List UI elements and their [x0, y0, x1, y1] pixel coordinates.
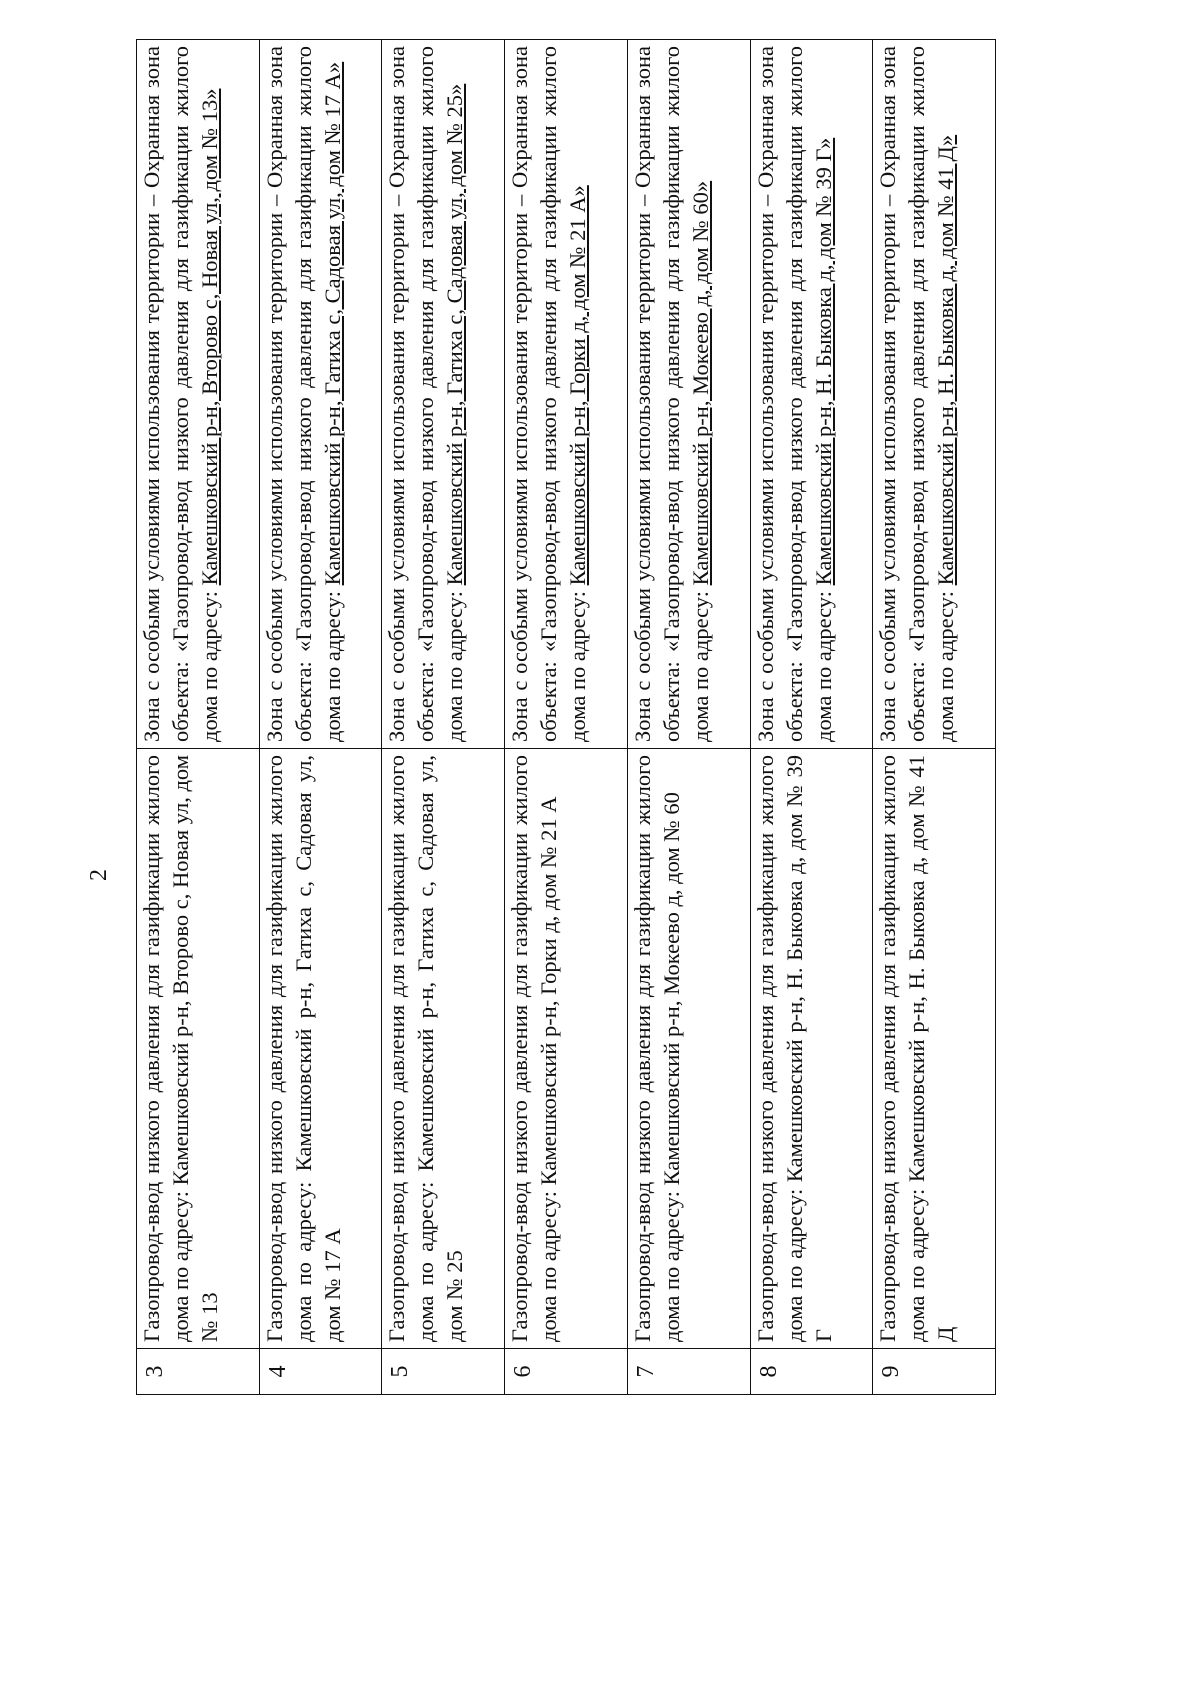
- row-number: 8: [750, 1349, 873, 1395]
- zone-address: Камешковский р-н, Второво с, Новая ул, дом № 13»: [197, 88, 222, 586]
- zone-address: Камешковский р-н, Горки д, дом № 21 А»: [565, 185, 591, 586]
- row-number: 9: [873, 1349, 996, 1395]
- zone-text: Зона с особыми условиями использования территории – Охранная зона объекта: «Газопровод-ввод низкого давления для газификации жилого дома по адресу:: [261, 46, 345, 742]
- table-row: [750, 40, 873, 1395]
- zone-description: [627, 40, 750, 749]
- zone-description: [259, 40, 382, 749]
- zone-address: Камешковский р-н, Мокеево д, дом № 60»: [687, 180, 713, 586]
- zone-description: [750, 40, 873, 749]
- object-description: Газопровод-ввод низкого давления для газификации жилого дома по адресу: Камешковский р-н, Мокеево д, дом № 60: [627, 749, 750, 1349]
- page-number: 2: [86, 869, 112, 881]
- zone-text: Зона с особыми условиями использования территории – Охранная зона объекта: «Газопровод-ввод низкого давления для газификации жилого дома по адресу:: [384, 46, 468, 742]
- zone-text: Зона с особыми условиями использования территории – Охранная зона объекта: «Газопровод-ввод низкого давления для газификации жилого дома по адресу:: [752, 46, 836, 742]
- table-row: [627, 40, 750, 1395]
- table-row: [259, 40, 382, 1395]
- table-row: [873, 40, 996, 1395]
- zone-description: [505, 40, 628, 749]
- row-number: 7: [627, 1349, 750, 1395]
- object-description: Газопровод-ввод низкого давления для газификации жилого дома по адресу: Камешковский р-н, Н. Быковка д, дом № 41 Д: [873, 749, 996, 1349]
- zone-address: Камешковский р-н, Н. Быковка д, дом № 41 Д»: [933, 134, 959, 586]
- table-row: [382, 40, 505, 1395]
- row-number: 4: [259, 1349, 382, 1395]
- table-row: [137, 40, 260, 1395]
- row-number: 6: [505, 1349, 628, 1395]
- row-number: 3: [137, 1349, 260, 1395]
- zone-text: Зона с особыми условиями использования территории – Охранная зона объекта: «Газопровод-ввод низкого давления для газификации жилого дома по адресу:: [139, 46, 222, 742]
- zone-address: Камешковский р-н, Н. Быковка д, дом № 39 Г»: [810, 137, 836, 586]
- table-row: [505, 40, 628, 1395]
- row-number: 5: [382, 1349, 505, 1395]
- object-description: Газопровод-ввод низкого давления для газификации жилого дома по адресу: Камешковский р-н, Гатиха с, Садовая ул, дом № 25: [382, 749, 505, 1349]
- zones-table: [136, 39, 996, 1395]
- zone-address: Камешковский р-н, Гатиха с, Садовая ул, дом № 25»: [442, 83, 468, 586]
- zone-text: Зона с особыми условиями использования территории – Охранная зона объекта: «Газопровод-ввод низкого давления для газификации жилого дома по адресу:: [507, 46, 591, 742]
- zone-text: Зона с особыми условиями использования территории – Охранная зона объекта: «Газопровод-ввод низкого давления для газификации жилого дома по адресу:: [629, 46, 713, 742]
- object-description: Газопровод-ввод низкого давления для газификации жилого дома по адресу: Камешковский р-н, Второво с, Новая ул, дом № 13: [137, 749, 260, 1349]
- object-description: Газопровод-ввод низкого давления для газификации жилого дома по адресу: Камешковский р-н, Горки д, дом № 21 А: [505, 749, 628, 1349]
- zone-text: Зона с особыми условиями использования территории – Охранная зона объекта: «Газопровод-ввод низкого давления для газификации жилого дома по адресу:: [875, 46, 959, 742]
- zone-description: [873, 40, 996, 749]
- zone-address: Камешковский р-н, Гатиха с, Садовая ул, дом № 17 А»: [319, 61, 345, 586]
- object-description: Газопровод-ввод низкого давления для газификации жилого дома по адресу: Камешковский р-н, Н. Быковка д, дом № 39 Г: [750, 749, 873, 1349]
- object-description: Газопровод-ввод низкого давления для газификации жилого дома по адресу: Камешковский р-н, Гатиха с, Садовая ул, дом № 17 А: [259, 749, 382, 1349]
- zone-description: [137, 40, 260, 749]
- zone-description: [382, 40, 505, 749]
